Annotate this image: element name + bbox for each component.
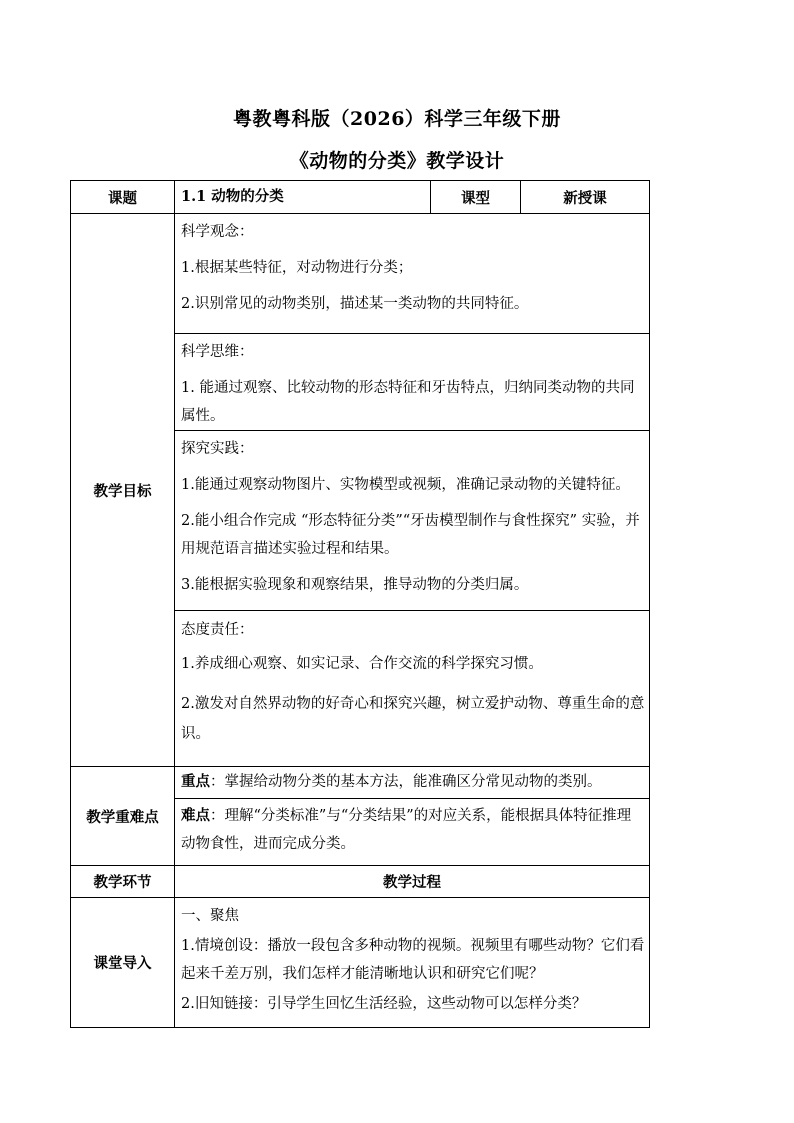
goals-thinking-section <box>175 334 649 431</box>
list-item: 1. 能通过观察、比较动物的形态特征和牙齿特点，归纳同类动物的共同属性。 <box>181 380 635 424</box>
focus-text: ：掌握给动物分类的基本方法，能准确区分常见动物的类别。 <box>210 774 602 790</box>
intro-section <box>175 898 649 1027</box>
focus-label: 重点 <box>181 773 210 790</box>
goals-label: 教学目标 <box>71 214 175 767</box>
section-heading: 科学思维： <box>181 344 254 360</box>
table-row <box>71 214 650 767</box>
list-item: 1.养成细心观察、如实记录、合作交流的科学探究习惯。 <box>181 656 543 672</box>
topic-label: 课题 <box>71 181 175 214</box>
key-points-content <box>175 767 650 866</box>
section-heading: 科学观念： <box>181 224 254 240</box>
list-item: 2.旧知链接：引导学生回忆生活经验，这些动物可以怎样分类？ <box>181 996 587 1012</box>
table-row <box>71 181 650 214</box>
focus-section <box>175 767 649 799</box>
process-header: 教学过程 <box>175 866 650 898</box>
list-item: 2.激发对自然界动物的好奇心和探究兴趣，树立爱护动物、尊重生命的意识。 <box>181 696 645 742</box>
section-heading: 态度责任： <box>181 622 254 638</box>
key-points-label: 教学重难点 <box>71 767 175 866</box>
difficulty-section <box>175 799 649 865</box>
table-row <box>71 767 650 866</box>
goals-practice-section <box>175 431 649 611</box>
intro-content <box>175 898 650 1028</box>
intro-label: 课堂导入 <box>71 898 175 1028</box>
list-item: 2.能小组合作完成 “形态特征分类”“牙齿模型制作与食性探究” 实验，并用规范语言描述实验过程和结果。 <box>181 513 640 557</box>
table-row <box>71 898 650 1028</box>
document-title: 粤教粤科版（2026）科学三年级下册 <box>233 108 561 130</box>
goals-concept-section <box>175 214 649 334</box>
list-item: 3.能根据实验现象和观察结果，推导动物的分类归属。 <box>181 577 529 593</box>
goals-content <box>175 214 650 767</box>
difficulty-text: ：理解“分类标准”与“分类结果”的对应关系，能根据具体特征推理动物食性，进而完成分类。 <box>181 808 632 852</box>
lesson-plan-table <box>70 180 650 1028</box>
list-item: 2.识别常见的动物类别，描述某一类动物的共同特征。 <box>181 296 529 312</box>
stage-header: 教学环节 <box>71 866 175 898</box>
section-heading: 探究实践： <box>181 441 254 457</box>
list-item: 1.能通过观察动物图片、实物模型或视频，准确记录动物的关键特征。 <box>181 477 630 493</box>
document-subtitle: 《动物的分类》教学设计 <box>289 150 505 172</box>
difficulty-label: 难点 <box>181 807 210 824</box>
topic-value: 1.1 动物的分类 <box>175 181 431 214</box>
type-value: 新授课 <box>521 181 650 214</box>
section-heading: 一、聚焦 <box>181 908 239 924</box>
list-item: 1.根据某些特征，对动物进行分类； <box>181 260 413 276</box>
list-item: 1.情境创设：播放一段包含多种动物的视频。视频里有哪些动物？它们看起来千差万别，我们怎样才能清晰地认识和研究它们呢？ <box>181 938 645 982</box>
goals-attitude-section <box>175 611 649 766</box>
table-row <box>71 866 650 898</box>
type-label: 课型 <box>431 181 521 214</box>
